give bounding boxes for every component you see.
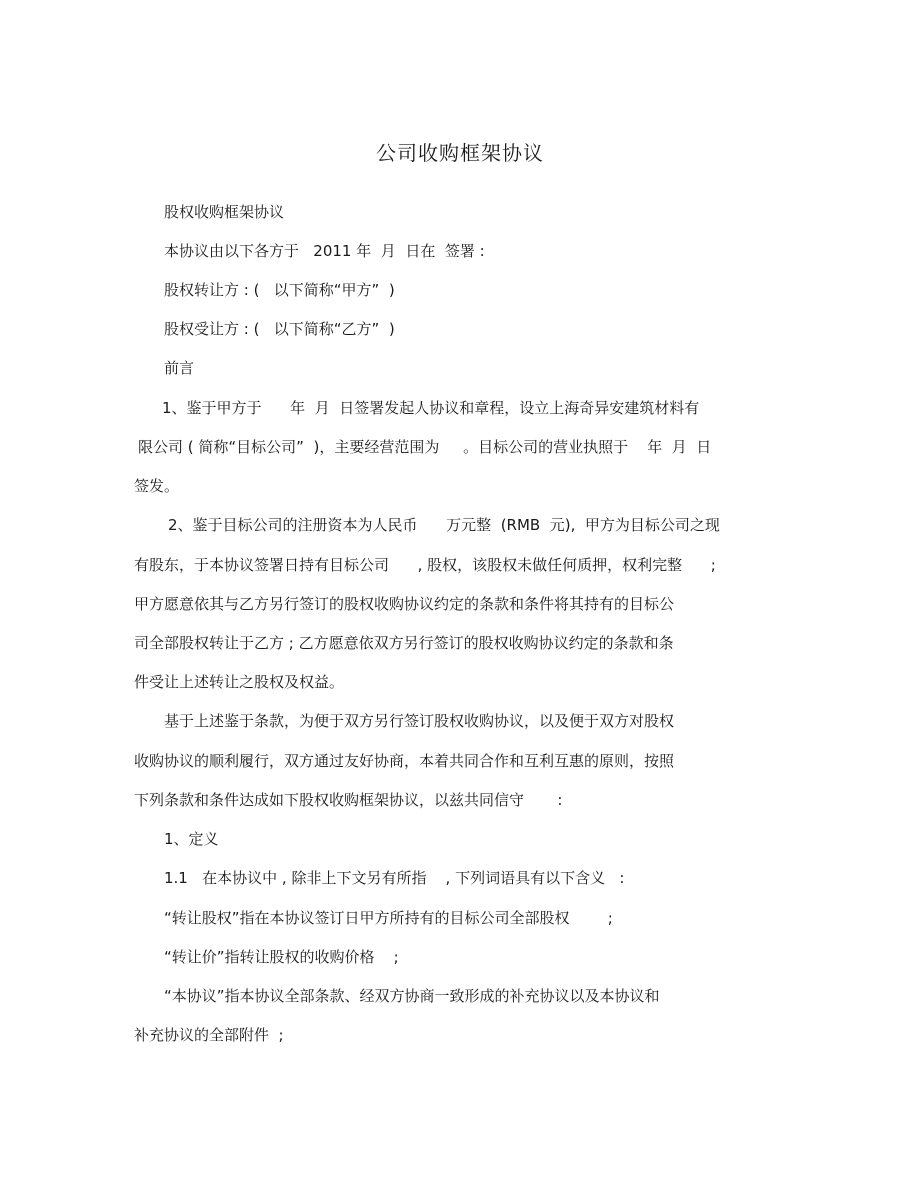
recital-1-line-1: 1、鉴于甲方于 年 月 日签署发起人协议和章程，设立上海奇异安建筑材料有: [162, 399, 700, 417]
preface-heading: 前言: [164, 359, 195, 377]
recital-1-line-2: 限公司 ( 简称“目标公司” )，主要经营范围为 。目标公司的营业执照于 年 月 日: [138, 438, 712, 456]
transferee-line: 股权受让方 : ( 以下简称“乙方” ): [164, 320, 395, 338]
recital-2-line-5: 件受让上述转让之股权及权益。: [134, 673, 345, 691]
definition-transfer-price: “转让价”指转让股权的收购价格 ;: [164, 948, 399, 966]
definition-agreement-line-2: 补充协议的全部附件 ;: [134, 1026, 284, 1044]
definition-agreement-line-1: “本协议”指本协议全部条款、经双方协商一致形成的补充协议以及本协议和: [164, 987, 660, 1005]
recital-1-line-3: 签发。: [134, 477, 180, 495]
transferor-line: 股权转让方 : ( 以下简称“甲方” ): [164, 281, 395, 299]
recital-2-line-1: 2、鉴于目标公司的注册资本为人民币 万元整 (RMB 元), 甲方为目标公司之现: [168, 516, 720, 534]
section-1-heading: 1、定义: [164, 830, 219, 848]
clause-1-1-line: 1.1 在本协议中 , 除非上下文另有所指 , 下列词语具有以下含义 :: [164, 869, 625, 887]
basis-line-1: 基于上述鉴于条款，为便于双方另行签订股权收购协议，以及便于双方对股权: [164, 712, 675, 730]
recital-2-line-4: 司全部股权转让于乙方 ; 乙方愿意依双方另行签订的股权收购协议约定的条款和条: [134, 634, 674, 652]
basis-line-2: 收购协议的顺利履行，双方通过友好协商，本着共同合作和互利互惠的原则，按照: [134, 752, 675, 770]
recital-2-line-2: 有股东，于本协议签署日持有目标公司 , 股权，该股权未做任何质押，权利完整 ;: [134, 556, 716, 574]
subtitle-line: 股权收购框架协议: [164, 203, 285, 221]
signing-line: 本协议由以下各方于 2011 年 月 日在 签署 :: [164, 242, 485, 260]
recital-2-line-3: 甲方愿意依其与乙方另行签订的股权收购协议约定的条款和条件将其持有的目标公: [134, 595, 675, 613]
basis-line-3: 下列条款和条件达成如下股权收购框架协议，以兹共同信守 :: [134, 791, 563, 809]
definition-transfer-equity: “转让股权”指在本协议签订日甲方所持有的目标公司全部股权 ;: [164, 909, 613, 927]
document-title: 公司收购框架协议: [376, 141, 544, 165]
